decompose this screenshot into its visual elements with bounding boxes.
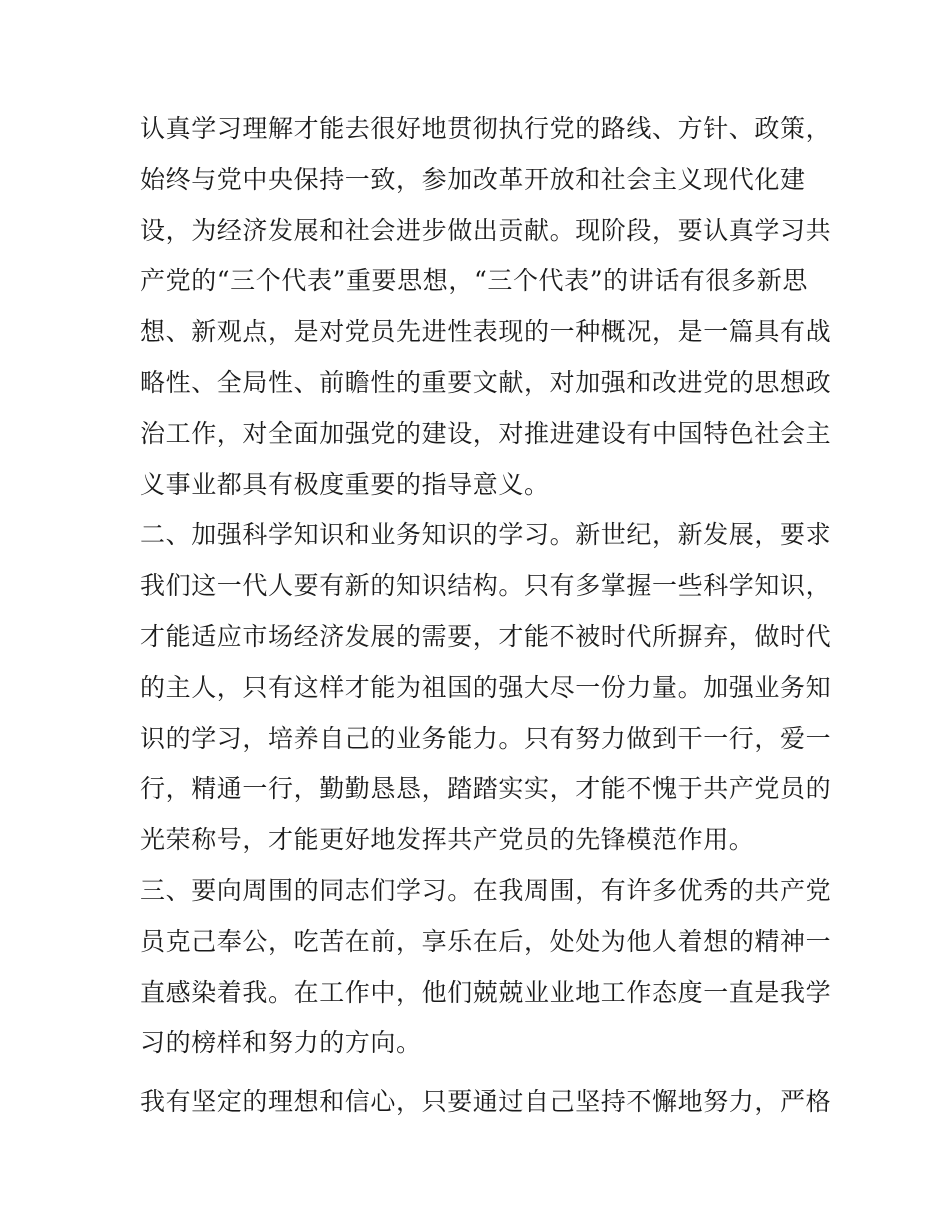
text-line: 的主人，只有这样才能为祖国的强大尽一份力量。加强业务知 — [140, 672, 832, 702]
section-heading-line: 二、加强科学知识和业务知识的学习。新世纪，新发展，要求 — [140, 520, 832, 550]
text-line: 治工作，对全面加强党的建设，对推进建设有中国特色社会主 — [140, 418, 832, 448]
text-line: 行，精通一行，勤勤恳恳，踏踏实实，才能不愧于共产党员的 — [140, 774, 832, 804]
text-line: 义事业都具有极度重要的指导意义。 — [140, 469, 550, 499]
text-line: 光荣称号，才能更好地发挥共产党员的先锋模范作用。 — [140, 825, 755, 855]
body-text — [140, 104, 832, 1128]
text-line: 略性、全局性、前瞻性的重要文献，对加强和改进党的思想政 — [140, 367, 832, 397]
text-line: 始终与党中央保持一致，参加改革开放和社会主义现代化建 — [140, 164, 806, 194]
text-line: 想、新观点，是对党员先进性表现的一种概况，是一篇具有战 — [140, 317, 832, 347]
text-line: 才能适应市场经济发展的需要，才能不被时代所摒弃，做时代 — [140, 621, 832, 651]
section-heading-line: 三、要向周围的同志们学习。在我周围，有许多优秀的共产党 — [140, 875, 832, 905]
text-line: 习的榜样和努力的方向。 — [140, 1028, 422, 1058]
text-line: 我们这一代人要有新的知识结构。只有多掌握一些科学知识， — [140, 571, 832, 601]
text-line: 直感染着我。在工作中，他们兢兢业业地工作态度一直是我学 — [140, 977, 832, 1007]
text-line: 设，为经济发展和社会进步做出贡献。现阶段，要认真学习共 — [140, 215, 832, 245]
text-line: 我有坚定的理想和信心，只要通过自己坚持不懈地努力，严格 — [140, 1087, 832, 1117]
text-line: 产党的“三个代表”重要思想，“三个代表”的讲话有很多新思 — [140, 266, 808, 296]
text-line: 员克己奉公，吃苦在前，享乐在后，处处为他人着想的精神一 — [140, 926, 832, 956]
text-line: 认真学习理解才能去很好地贯彻执行党的路线、方针、政策， — [140, 114, 832, 143]
text-line: 识的学习，培养自己的业务能力。只有努力做到干一行，爱一 — [140, 723, 832, 753]
